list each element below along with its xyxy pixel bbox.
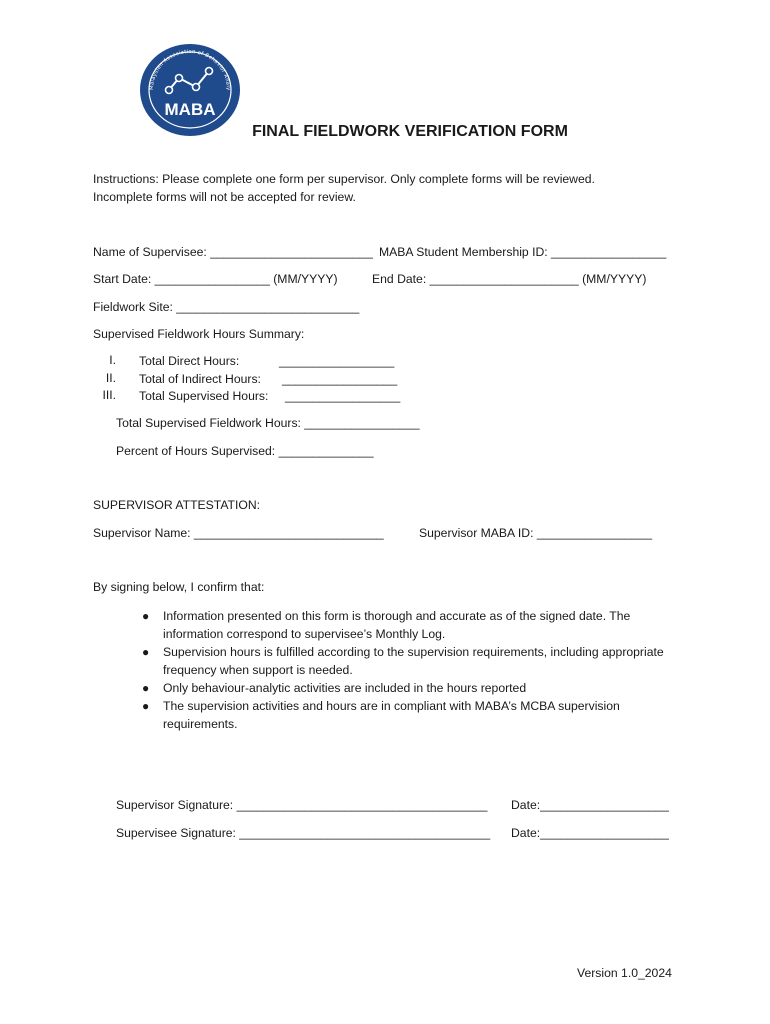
svg-text:MABA: MABA bbox=[164, 100, 216, 119]
membership-id-field[interactable]: MABA Student Membership ID: _________________ bbox=[379, 245, 667, 259]
supervisor-name-field[interactable]: Supervisor Name: ____________________________ bbox=[93, 526, 384, 540]
confirm-heading: By signing below, I confirm that: bbox=[93, 580, 265, 594]
list-item: ● Only behaviour-analytic activities are included in the hours reported bbox=[142, 681, 527, 695]
page-title: FINAL FIELDWORK VERIFICATION FORM bbox=[252, 123, 568, 140]
bullet-icon: ● bbox=[142, 645, 150, 659]
supervisor-id-field[interactable]: Supervisor MABA ID: _________________ bbox=[419, 526, 653, 540]
bullet-icon: ● bbox=[142, 681, 150, 695]
instructions-line-1: Instructions: Please complete one form per supervisor. Only complete forms will be reviewed. bbox=[93, 172, 595, 186]
hours-item-number: III. bbox=[102, 388, 116, 402]
list-item: ● Supervision hours is fulfilled according to the supervision requirements, including appropriate frequency when support is needed. bbox=[142, 645, 664, 677]
instructions-line-2: Incomplete forms will not be accepted for review. bbox=[93, 190, 356, 204]
percent-supervised-field[interactable]: Percent of Hours Supervised: ______________ bbox=[116, 444, 374, 458]
hours-item-number: II. bbox=[105, 371, 116, 385]
list-item: ● The supervision activities and hours are in compliant with MABA’s MCBA supervision requirements. bbox=[142, 699, 620, 731]
bullet-icon: ● bbox=[142, 699, 150, 713]
version-label: Version 1.0_2024 bbox=[577, 966, 672, 980]
bullet-icon: ● bbox=[142, 609, 150, 623]
end-date-field[interactable]: End Date: ______________________ (MM/YYYY) bbox=[372, 272, 647, 286]
list-item: ● Information presented on this form is thorough and accurate as of the signed date. The information correspond to supervisee’s Monthly Log. bbox=[142, 609, 631, 641]
hours-item-label: Total Direct Hours: bbox=[139, 354, 240, 368]
attestation-heading: SUPERVISOR ATTESTATION: bbox=[93, 498, 261, 512]
hours-summary-heading: Supervised Fieldwork Hours Summary: bbox=[93, 327, 305, 341]
supervised-hours-field[interactable]: _________________ bbox=[285, 389, 401, 403]
supervisee-signature-field[interactable]: Supervisee Signature: _____________________________________ bbox=[116, 826, 491, 840]
total-supervised-hours-field[interactable]: Total Supervised Fieldwork Hours: _________________ bbox=[116, 416, 420, 430]
hours-item-number: I. bbox=[109, 353, 116, 367]
supervisee-date-field[interactable]: Date:___________________ bbox=[511, 826, 669, 840]
hours-item-label: Total of Indirect Hours: bbox=[139, 372, 261, 386]
confirmation-list bbox=[142, 607, 683, 733]
supervisee-name-field[interactable]: Name of Supervisee: ________________________ bbox=[93, 245, 373, 259]
supervisor-signature-field[interactable]: Supervisor Signature: _____________________________________ bbox=[116, 798, 488, 812]
indirect-hours-field[interactable]: _________________ bbox=[282, 372, 398, 386]
fieldwork-site-field[interactable]: Fieldwork Site: ___________________________ bbox=[93, 300, 360, 314]
supervisor-date-field[interactable]: Date:___________________ bbox=[511, 798, 669, 812]
hours-item-label: Total Supervised Hours: bbox=[139, 389, 269, 403]
svg-text:Malaysian Association of Behav: Malaysian Association of Behavior Analy bbox=[148, 48, 232, 91]
direct-hours-field[interactable]: _________________ bbox=[279, 354, 395, 368]
start-date-field[interactable]: Start Date: _________________ (MM/YYYY) bbox=[93, 272, 338, 286]
